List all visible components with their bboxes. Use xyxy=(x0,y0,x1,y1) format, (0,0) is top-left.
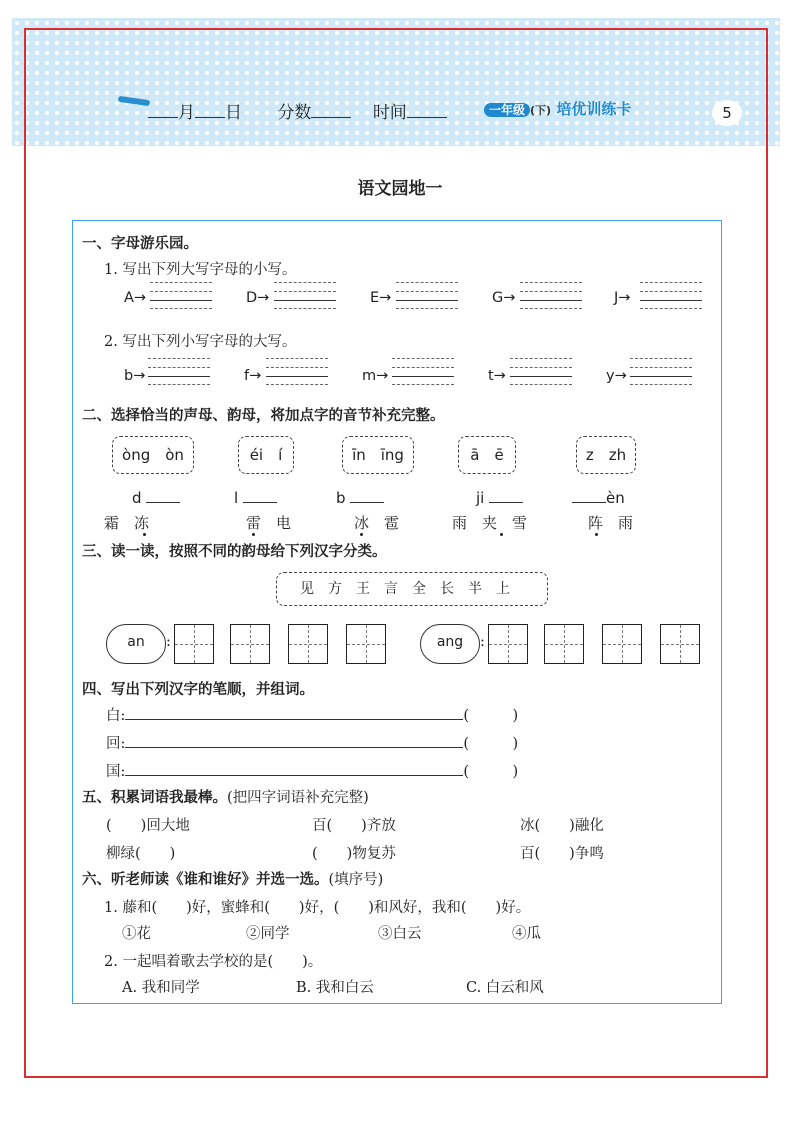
stroke-char: 国: xyxy=(106,764,126,780)
option: C. 白云和风 xyxy=(466,980,544,996)
page-title: 语文园地一 xyxy=(357,179,443,199)
writing-grid[interactable] xyxy=(288,624,328,664)
s1-q1: 1. 写出下列大写字母的小写。 xyxy=(104,262,297,278)
fill-initial: l xyxy=(234,489,239,507)
write-line[interactable] xyxy=(150,282,212,308)
word-frost: 霜 冻 xyxy=(104,514,150,532)
option: ③白云 xyxy=(378,926,422,942)
answer-blank[interactable] xyxy=(489,488,523,503)
s6-q2: 2. 一起唱着歌去学校的是( )。 xyxy=(104,954,323,970)
day-label: 日 xyxy=(225,103,242,123)
cloud-icon-an: an xyxy=(106,624,166,664)
writing-grid[interactable] xyxy=(660,624,700,664)
writing-grid[interactable] xyxy=(544,624,584,664)
upper-G: G→ xyxy=(492,290,516,306)
upper-J: J→ xyxy=(614,290,631,306)
stroke-line[interactable] xyxy=(125,733,463,748)
option: ②同学 xyxy=(246,926,290,942)
writing-grid[interactable] xyxy=(346,624,386,664)
word-sleet: 雨 夹 雪 xyxy=(452,514,528,532)
stroke-line[interactable] xyxy=(125,705,463,720)
s6-q1: 1. 藤和( )好，蜜蜂和( )好，( )和风好，我和( )好。 xyxy=(104,900,531,916)
s1-q2: 2. 写出下列小写字母的大写。 xyxy=(104,334,297,350)
upper-E: E→ xyxy=(370,290,392,306)
emphasis-dot xyxy=(360,533,363,536)
option-box: ā ē xyxy=(458,436,516,474)
answer-blank[interactable] xyxy=(146,488,180,503)
write-line[interactable] xyxy=(266,358,328,384)
option: A. 我和同学 xyxy=(122,980,200,996)
option: ④瓜 xyxy=(512,926,541,942)
writing-grid[interactable] xyxy=(230,624,270,664)
option: B. 我和白云 xyxy=(296,980,374,996)
idiom: ( )回大地 xyxy=(106,818,190,834)
idiom: ( )物复苏 xyxy=(312,846,396,862)
section2-heading: 二、选择恰当的声母、韵母，将加点字的音节补充完整。 xyxy=(82,407,445,424)
brand-logo: 一年级 (下) 培优训练卡 xyxy=(484,98,631,119)
idiom: 冰( )融化 xyxy=(520,818,604,834)
header-fields xyxy=(120,98,447,123)
word-hail: 冰 雹 xyxy=(354,514,400,532)
lower-b: b→ xyxy=(124,368,146,384)
fill-initial: d xyxy=(132,489,142,507)
cloud-icon-ang: ang xyxy=(420,624,480,664)
option-box: z zh xyxy=(576,436,636,474)
emphasis-dot xyxy=(252,533,255,536)
option-box: éi í xyxy=(238,436,294,474)
write-line[interactable] xyxy=(392,358,454,384)
lower-t: t→ xyxy=(488,368,506,384)
idiom: 百( )齐放 xyxy=(312,818,396,834)
writing-grid[interactable] xyxy=(602,624,642,664)
word-thunder: 雷 电 xyxy=(246,514,292,532)
lower-m: m→ xyxy=(362,368,389,384)
write-line[interactable] xyxy=(396,282,458,308)
write-line[interactable] xyxy=(630,358,692,384)
write-line[interactable] xyxy=(510,358,572,384)
page-number: 5 xyxy=(712,100,742,126)
section1-heading: 一、字母游乐园。 xyxy=(82,235,198,252)
stroke-line[interactable] xyxy=(125,761,463,776)
answer-blank[interactable] xyxy=(243,488,277,503)
writing-grid[interactable] xyxy=(488,624,528,664)
answer-blank[interactable] xyxy=(350,488,384,503)
emphasis-dot xyxy=(143,533,146,536)
option: ①花 xyxy=(122,926,151,942)
idiom: 百( )争鸣 xyxy=(520,846,604,862)
section4-heading: 四、写出下列汉字的笔顺，并组词。 xyxy=(82,681,314,698)
grade-badge: 一年级 xyxy=(484,103,530,117)
answer-blank[interactable] xyxy=(572,488,606,503)
write-line[interactable] xyxy=(640,282,702,308)
idiom: 柳绿( ) xyxy=(106,846,176,862)
section6-heading: 六、听老师读《谁和谁好》并选一选。(填序号) xyxy=(82,871,384,888)
month-label: 月 xyxy=(178,103,195,123)
writing-grid[interactable] xyxy=(174,624,214,664)
brand-name: 培优训练卡 xyxy=(556,100,632,118)
section5-heading: 五、积累词语我最棒。(把四字词语补充完整) xyxy=(82,789,369,806)
fill-final: èn xyxy=(606,489,625,507)
emphasis-dot xyxy=(500,533,503,536)
write-line[interactable] xyxy=(274,282,336,308)
write-line[interactable] xyxy=(148,358,210,384)
score-label: 分数 xyxy=(277,103,312,123)
time-label: 时间 xyxy=(372,103,407,123)
upper-D: D→ xyxy=(246,290,270,306)
option-box: īn īng xyxy=(342,436,414,474)
char-list-box: 见方王言全长半上 xyxy=(276,572,548,606)
fill-initial: b xyxy=(336,489,346,507)
word-shower: 阵 雨 xyxy=(588,514,634,532)
fill-initial: ji xyxy=(476,489,485,507)
option-box: òng òn xyxy=(112,436,194,474)
section3-heading: 三、读一读，按照不同的韵母给下列汉字分类。 xyxy=(82,543,387,560)
emphasis-dot xyxy=(595,533,598,536)
upper-A: A→ xyxy=(124,290,147,306)
lower-f: f→ xyxy=(244,368,262,384)
stroke-char: 白: xyxy=(106,708,126,724)
write-line[interactable] xyxy=(520,282,582,308)
stroke-char: 回: xyxy=(106,736,126,752)
lower-y: y→ xyxy=(606,368,627,384)
